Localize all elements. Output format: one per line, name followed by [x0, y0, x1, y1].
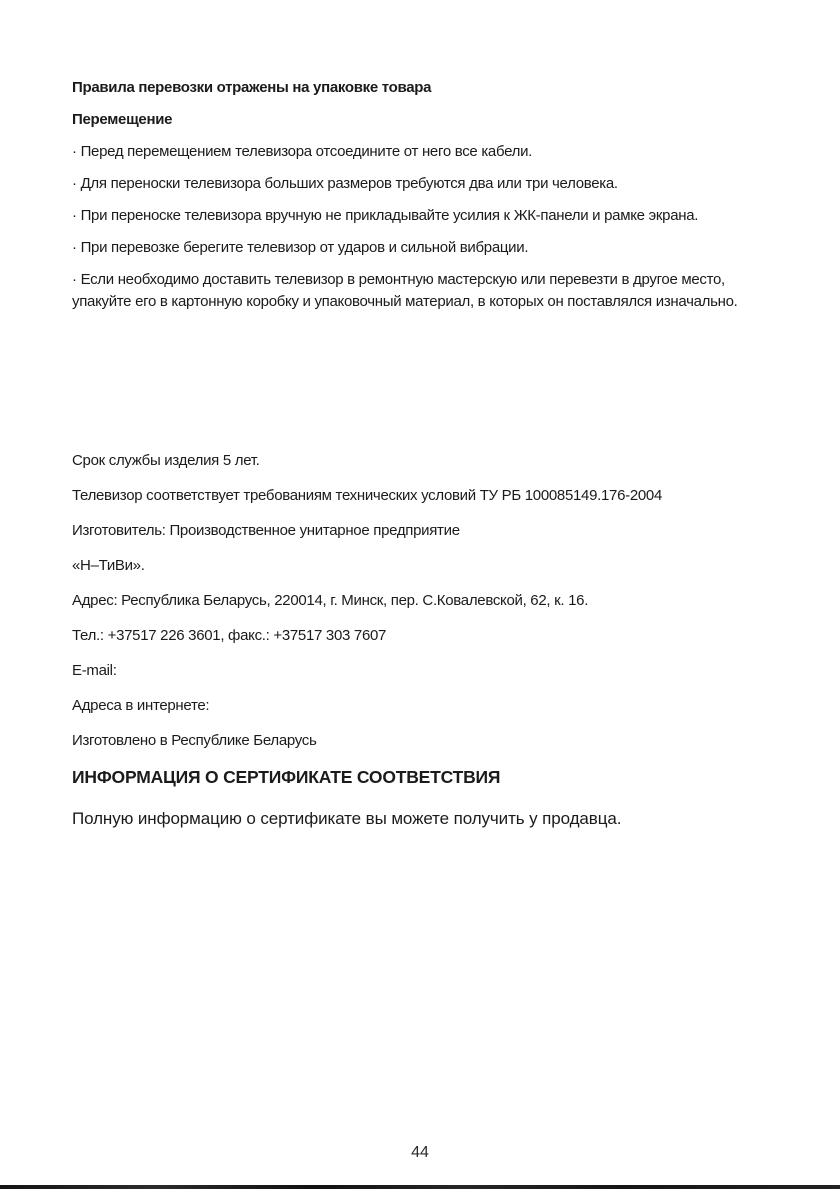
transport-section	[72, 77, 778, 313]
service-life-text: Срок службы изделия 5 лет.	[72, 452, 260, 469]
moving-item: · Для переноски телевизора больших размеров требуются два или три человека.	[72, 175, 618, 192]
scan-edge-artifact	[0, 1185, 840, 1189]
certificate-section	[72, 765, 778, 831]
manufacturer-section	[72, 450, 778, 752]
page-content	[72, 77, 778, 831]
moving-item: · При перевозке берегите телевизор от ударов и сильной вибрации.	[72, 239, 529, 256]
page-number: 44	[411, 1144, 429, 1161]
moving-item: · При переноске телевизора вручную не прикладывайте усилия к ЖК-панели и рамке экрана.	[72, 207, 699, 224]
compliance-text: Телевизор соответствует требованиям технических условий ТУ РБ 100085149.176-2004	[72, 487, 663, 504]
address-text: Адрес: Республика Беларусь, 220014, г. Минск, пер. С.Ковалевской, 62, к. 16.	[72, 592, 589, 609]
moving-item: · Если необходимо доставить телевизор в ремонтную мастерскую или перевезти в другое место, упакуйте его в картонную коробку и упаковочный материал, в которых он поставлялся изначально.	[72, 271, 738, 310]
certificate-heading: ИНФОРМАЦИЯ О СЕРТИФИКАТЕ СООТВЕТСТВИЯ	[72, 767, 501, 787]
made-in-text: Изготовлено в Республике Беларусь	[72, 732, 317, 749]
transport-rules-heading: Правила перевозки отражены на упаковке товара	[72, 79, 432, 96]
email-label: E-mail:	[72, 662, 117, 679]
blank-space	[72, 323, 778, 450]
phone-text: Тел.: +37517 226 3601, факс.: +37517 303 7607	[72, 627, 387, 644]
web-address-label: Адреса в интернете:	[72, 697, 210, 714]
certificate-text: Полную информацию о сертификате вы можете получить у продавца.	[72, 809, 622, 828]
moving-heading: Перемещение	[72, 111, 173, 128]
manufacturer-name: «Н–ТиВи».	[72, 557, 145, 574]
moving-item: · Перед перемещением телевизора отсоедините от него все кабели.	[72, 143, 533, 160]
manufacturer-text: Изготовитель: Производственное унитарное предприятие	[72, 522, 460, 539]
